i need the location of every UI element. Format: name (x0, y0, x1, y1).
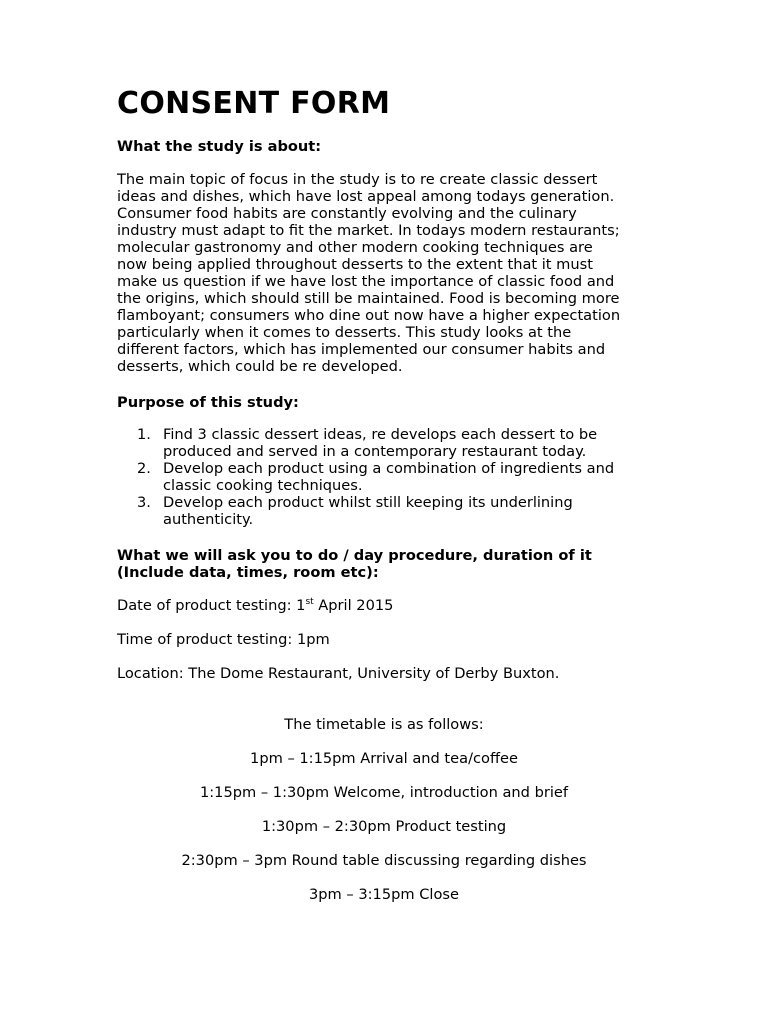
date-superscript: st (305, 597, 314, 607)
list-item (117, 426, 677, 460)
paragraph-line: now being applied throughout desserts to the extent that it must (117, 256, 593, 273)
purpose-heading: Purpose of this study: (117, 394, 299, 411)
page-title: CONSENT FORM (117, 86, 391, 121)
timetable-entry: 1:30pm – 2:30pm Product testing (261, 818, 507, 835)
list-number: 1. (137, 426, 151, 443)
date-prefix: Date of product testing: 1 (117, 597, 306, 614)
list-item (117, 494, 677, 528)
procedure-heading (117, 547, 677, 581)
list-item-line: Develop each product whilst still keeping its underlining (163, 494, 573, 511)
list-item-line: Develop each product using a combination of ingredients and (163, 460, 615, 477)
paragraph-line: molecular gastronomy and other modern cooking techniques are (117, 239, 593, 256)
about-paragraph (117, 171, 657, 375)
paragraph-line: different factors, which has implemented our consumer habits and (117, 341, 606, 358)
timetable-entry: 1pm – 1:15pm Arrival and tea/coffee (250, 750, 518, 767)
list-number: 2. (137, 460, 151, 477)
list-number: 3. (137, 494, 151, 511)
paragraph-line: desserts, which could be re developed. (117, 358, 403, 375)
timetable-intro: The timetable is as follows: (284, 716, 484, 733)
procedure-heading-line: What we will ask you to do / day procedure, duration of it (117, 547, 592, 564)
about-heading: What the study is about: (117, 138, 322, 155)
location-line: Location: The Dome Restaurant, University of Derby Buxton. (117, 665, 560, 682)
paragraph-line: ideas and dishes, which have lost appeal among todays generation. (117, 188, 615, 205)
date-line (117, 597, 677, 614)
date-suffix: April 2015 (313, 597, 394, 614)
time-line: Time of product testing: 1pm (117, 631, 330, 648)
paragraph-line: make us question if we have lost the importance of classic food and (117, 273, 615, 290)
list-item (117, 460, 677, 494)
list-item-line: Find 3 classic dessert ideas, re develops each dessert to be (163, 426, 598, 443)
list-item-line: authenticity. (163, 511, 254, 528)
procedure-heading-line: (Include data, times, room etc): (117, 564, 379, 581)
paragraph-line: particularly when it comes to desserts. This study looks at the (117, 324, 572, 341)
list-item-line: produced and served in a contemporary restaurant today. (163, 443, 587, 460)
timetable-entry: 2:30pm – 3pm Round table discussing regarding dishes (181, 852, 587, 869)
paragraph-line: The main topic of focus in the study is to re create classic dessert (117, 171, 598, 188)
paragraph-line: industry must adapt to fit the market. In todays modern restaurants; (117, 222, 620, 239)
timetable-entry: 1:15pm – 1:30pm Welcome, introduction and brief (199, 784, 569, 801)
timetable-entry: 3pm – 3:15pm Close (309, 886, 459, 903)
paragraph-line: the origins, which should still be maintained. Food is becoming more (117, 290, 620, 307)
purpose-list (117, 426, 677, 528)
paragraph-line: flamboyant; consumers who dine out now have a higher expectation (117, 307, 621, 324)
paragraph-line: Consumer food habits are constantly evolving and the culinary (117, 205, 577, 222)
list-item-line: classic cooking techniques. (163, 477, 363, 494)
